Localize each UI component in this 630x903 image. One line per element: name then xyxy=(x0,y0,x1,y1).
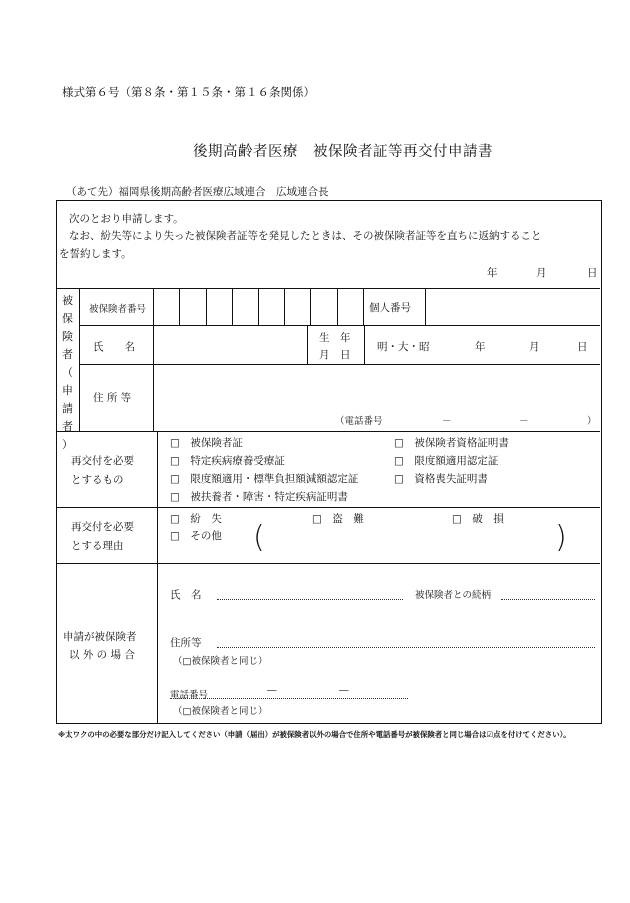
insured-number-label: 被保険者番号 xyxy=(89,304,147,315)
birth-year-label: 年 xyxy=(475,341,486,353)
birth-label-top: 生 年 xyxy=(319,332,351,344)
number-box-divider xyxy=(206,288,207,325)
checkbox-icon: □ xyxy=(394,455,404,467)
row-divider xyxy=(57,288,600,289)
number-box-divider xyxy=(284,288,285,325)
intro-line-1: 次のとおり申請します。 xyxy=(69,213,184,225)
same-phone-checkbox[interactable]: （□被保険者と同じ） xyxy=(173,706,268,717)
reason-label-2: とする理由 xyxy=(71,540,124,552)
intro-line-2: なお、紛失等により失った被保険者証等を発見したときは、その被保険者証等を直ちに返納すること xyxy=(69,230,542,242)
left-bracket-icon: ( xyxy=(253,520,265,555)
checkbox-icon: □ xyxy=(170,437,180,449)
item-limit-certificate[interactable]: □ 限度額適用認定証 xyxy=(394,455,499,467)
checkbox-icon: □ xyxy=(170,455,180,467)
item-qualification-certificate[interactable]: □ 被保険者資格証明書 xyxy=(394,437,509,449)
applicant-phone-label: 電話番号 xyxy=(170,690,209,701)
checkbox-icon: □ xyxy=(394,473,404,485)
right-bracket-icon: ) xyxy=(555,520,567,555)
reason-stolen[interactable]: □ 盗 難 xyxy=(312,513,364,525)
addressee: （あて先）福岡県後期高齢者医療広域連合 広域連合長 xyxy=(66,186,329,198)
number-box-divider xyxy=(258,288,259,325)
reason-label-1: 再交付を必要 xyxy=(71,521,134,533)
checkbox-icon: □ xyxy=(170,491,180,503)
phone-close-label: ） xyxy=(587,416,597,427)
applicant-name-field[interactable] xyxy=(217,599,403,600)
phone-dash: － xyxy=(519,416,529,427)
reissue-items-label-2: とするもの xyxy=(71,474,124,486)
reason-damaged[interactable]: □ 破 損 xyxy=(452,513,504,525)
date-year-label: 年 xyxy=(487,267,498,279)
reason-other[interactable]: □ その他 xyxy=(170,530,222,542)
checkbox-icon: □ xyxy=(170,530,180,542)
row-divider xyxy=(57,563,600,564)
row-divider xyxy=(79,325,600,326)
number-box-divider xyxy=(310,288,311,325)
phone-dash: ― xyxy=(339,685,349,696)
phone-open-label: （電話番号 xyxy=(335,416,383,427)
row-divider xyxy=(57,431,600,432)
item-insurance-card[interactable]: □ 被保険者証 xyxy=(170,437,243,449)
checkbox-icon: □ xyxy=(170,513,180,525)
date-day-label: 日 xyxy=(587,267,598,279)
item-loss-certificate[interactable]: □ 資格喪失証明書 xyxy=(394,473,488,485)
item-dependent-certificate[interactable]: □ 被扶養者・障害・特定疾病証明書 xyxy=(170,491,348,503)
checkbox-icon: □ xyxy=(312,513,322,525)
insured-vertical-label: 被 保 険 者 （ 申 請 者 ） xyxy=(62,294,73,451)
birth-divider xyxy=(364,325,365,364)
personal-number-label: 個人番号 xyxy=(369,302,411,314)
applicant-other-label-2: 以 外 の 場 合 xyxy=(69,649,135,661)
intro-line-3: を誓約します。 xyxy=(59,248,132,260)
number-box-divider xyxy=(337,288,338,325)
col-divider xyxy=(157,507,158,724)
applicant-address-field[interactable] xyxy=(217,647,595,648)
reissue-items-label-1: 再交付を必要 xyxy=(71,455,134,467)
page-title: 後期高齢者医療 被保険者証等再交付申請書 xyxy=(193,144,493,160)
reason-lost[interactable]: □ 紛 失 xyxy=(170,513,222,525)
number-box-divider xyxy=(232,288,233,325)
row-divider xyxy=(79,364,600,365)
footnote: ※太ワクの中の必要な部分だけ記入してください（申請（届出）が被保険者以外の場合で住所や電話番号が被保険者と同じ場合は☑点を付けてください）。 xyxy=(58,730,571,739)
birth-label-bottom: 月 日 xyxy=(319,349,351,361)
name-label: 氏 名 xyxy=(93,341,135,353)
applicant-other-label-1: 申請が被保険者 xyxy=(63,631,137,643)
col-divider xyxy=(153,288,154,431)
birth-day-label: 日 xyxy=(577,341,588,353)
checkbox-icon: □ xyxy=(394,437,404,449)
date-month-label: 月 xyxy=(536,267,547,279)
application-form xyxy=(56,200,602,724)
birth-divider xyxy=(307,325,308,364)
same-address-checkbox[interactable]: （□被保険者と同じ） xyxy=(173,656,268,667)
number-box-divider xyxy=(179,288,180,325)
relation-label: 被保険者との続柄 xyxy=(415,590,492,601)
form-number: 様式第６号（第８条・第１５条・第１６条関係） xyxy=(62,85,315,99)
birth-month-label: 月 xyxy=(529,341,540,353)
row-divider xyxy=(57,507,600,508)
number-box-divider xyxy=(363,288,364,325)
birth-era: 明・大・昭 xyxy=(377,341,430,353)
address-label: 住 所 等 xyxy=(93,392,132,404)
col-divider xyxy=(157,431,158,507)
number-box-divider xyxy=(425,288,426,325)
phone-dash: ― xyxy=(267,685,277,696)
applicant-address-label: 住所等 xyxy=(170,637,202,649)
relation-field[interactable] xyxy=(501,599,595,600)
applicant-name-label: 氏 名 xyxy=(170,589,202,601)
checkbox-icon: □ xyxy=(170,473,180,485)
phone-dash: － xyxy=(442,416,452,427)
item-specific-disease-card[interactable]: □ 特定疾病療養受療証 xyxy=(170,455,285,467)
applicant-phone-field[interactable] xyxy=(170,698,408,699)
checkbox-icon: □ xyxy=(452,513,462,525)
col-divider xyxy=(79,288,80,431)
item-limit-reduction-card[interactable]: □ 限度額適用・標準負担額減額認定証 xyxy=(170,473,359,485)
